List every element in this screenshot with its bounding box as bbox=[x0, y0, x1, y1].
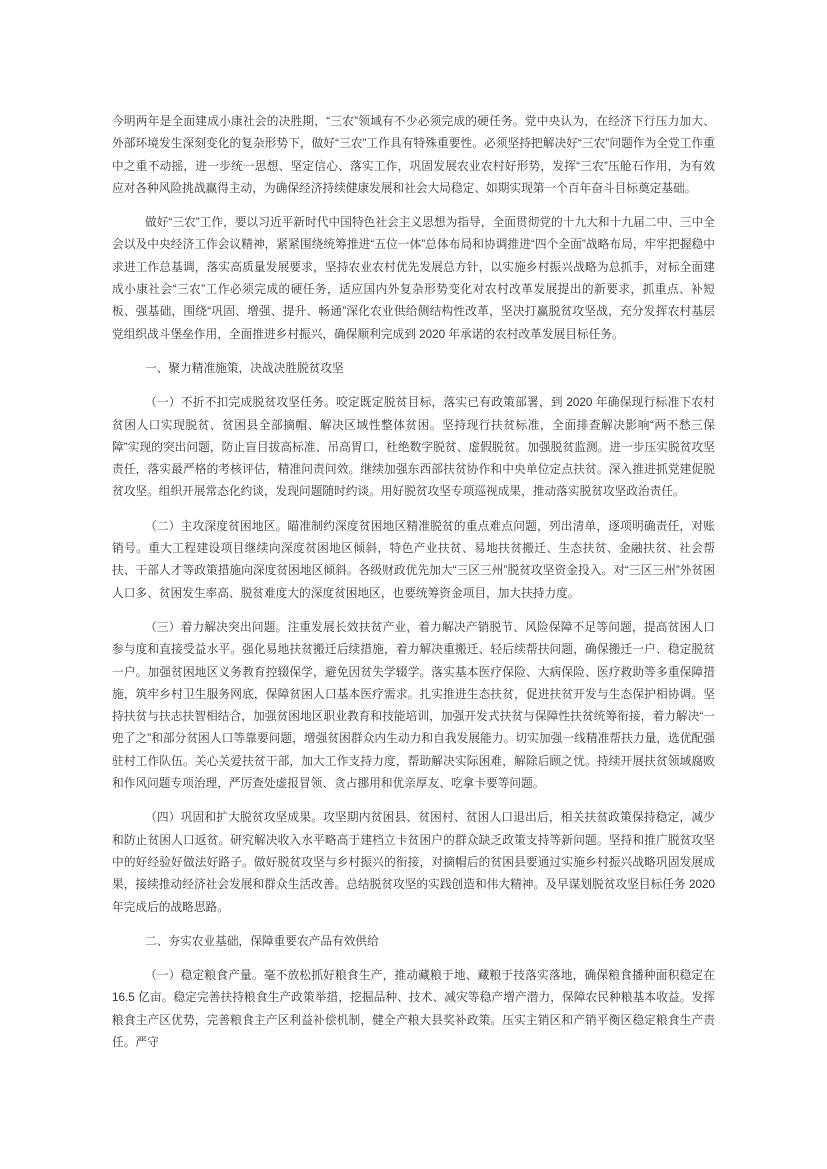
section-heading: 二、夯实农业基础，保障重要农产品有效供给 bbox=[145, 934, 379, 948]
body-paragraph: （四）巩固和扩大脱贫攻坚成果。攻坚期内贫困县、贫困村、贫困人口退出后，相关扶贫政策保持稳定，减少和防止贫困人口返贫。研究解决收入水平略高于建档立卡贫困户的群众缺乏政策支持等新问题。坚持和推广脱贫攻坚中的好经验好做法好路子。做好脱贫攻坚与乡村振兴的衔接，对摘帽后的贫困县要通过实施乡村振兴战略巩固发展成果，接续推动经济社会发展和群众生活改善。总结脱贫攻坚的实践创造和伟大精神。及早谋划脱贫攻坚目标任务 2020 年完成后的战略思路。 bbox=[112, 811, 715, 914]
body-paragraph: （一）不折不扣完成脱贫攻坚任务。咬定既定脱贫目标，落实已有政策部署，到 2020 年确保现行标准下农村贫困人口实现脱贫、贫困县全部摘帽、解决区域性整体贫困。坚持现行扶贫标准，全面排查解决影响“两不愁三保障”实现的突出问题，防止盲目拔高标准、吊高胃口，杜绝数字脱贫、虚假脱贫。加强脱贫监测。进一步压实脱贫攻坚责任，落实最严格的考核评估，精准问责问效。继续加强东西部扶贫协作和中央单位定点扶贫。深入推进抓党建促脱贫攻坚。组织开展常态化约谈，发现问题随时约谈。用好脱贫攻坚专项巡视成果，推动落实脱贫攻坚政治责任。 bbox=[112, 396, 715, 499]
body-paragraph: 今明两年是全面建成小康社会的决胜期，“三农”领域有不少必须完成的硬任务。党中央认为，在经济下行压力加大、外部环境发生深刻变化的复杂形势下，做好“三农”工作具有特殊重要性。必须坚持把解决好“三农”问题作为全党工作重中之重不动摇，进一步统一思想、坚定信心、落实工作，巩固发展农业农村好形势，发挥“三农”压舱石作用，为有效应对各种风险挑战赢得主动，为确保经济持续健康发展和社会大局稳定、如期实现第一个百年奋斗目标奠定基础。 bbox=[112, 115, 715, 195]
body-paragraph: （一）稳定粮食产量。毫不放松抓好粮食生产，推动藏粮于地、藏粮于技落实落地，确保粮食播种面积稳定在 16.5 亿亩。稳定完善扶持粮食生产政策举措，挖掘品种、技术、减灾等稳产增产潜力，保障农民种粮基本收益。发挥粮食主产区优势，完善粮食主产区利益补偿机制，健全产粮大县奖补政策。压实主销区和产销平衡区稳定粮食生产责任。严守 bbox=[112, 969, 715, 1049]
document-content bbox=[112, 111, 715, 1066]
body-paragraph: 做好“三农”工作，要以习近平新时代中国特色社会主义思想为指导，全面贯彻党的十九大和十九届二中、三中全会以及中央经济工作会议精神，紧紧围绕统筹推进“五位一体”总体布局和协调推进“四个全面”战略布局，牢牢把握稳中求进工作总基调，落实高质量发展要求，坚持农业农村优先发展总方针，以实施乡村振兴战略为总抓手，对标全面建成小康社会“三农”工作必须完成的硬任务，适应国内外复杂形势变化对农村改革发展提出的新要求，抓重点、补短板、强基础，围绕“巩固、增强、提升、畅通”深化农业供给侧结构性改革，坚决打赢脱贫攻坚战，充分发挥农村基层党组织战斗堡垒作用，全面推进乡村振兴，确保顺利完成到 2020 年承诺的农村改革发展目标任务。 bbox=[112, 216, 715, 341]
body-paragraph: （二）主攻深度贫困地区。瞄准制约深度贫困地区精准脱贫的重点难点问题，列出清单，逐项明确责任，对账销号。重大工程建设项目继续向深度贫困地区倾斜，特色产业扶贫、易地扶贫搬迁、生态扶贫、金融扶贫、社会帮扶、干部人才等政策措施向深度贫困地区倾斜。各级财政优先加大“三区三州”脱贫攻坚资金投入。对“三区三州”外贫困人口多、贫困发生率高、脱贫难度大的深度贫困地区，也要统筹资金项目，加大扶持力度。 bbox=[112, 519, 715, 600]
body-paragraph: （三）着力解决突出问题。注重发展长效扶贫产业，着力解决产销脱节、风险保障不足等问题，提高贫困人口参与度和直接受益水平。强化易地扶贫搬迁后续措施，着力解决重搬迁、轻后续帮扶问题，确保搬迁一户、稳定脱贫一户。加强贫困地区义务教育控辍保学，避免因贫失学辍学。落实基本医疗保险、大病保险、医疗救助等多重保障措施，筑牢乡村卫生服务网底，保障贫困人口基本医疗需求。扎实推进生态扶贫，促进扶贫开发与生态保护相协调。坚持扶贫与扶志扶智相结合，加强贫困地区职业教育和技能培训，加强开发式扶贫与保障性扶贫统筹衔接，着力解决“一兜了之”和部分贫困人口等靠要问题，增强贫困群众内生动力和自我发展能力。切实加强一线精准帮扶力量，选优配强驻村工作队伍。关心关爱扶贫干部，加大工作支持力度，帮助解决实际困难，解除后顾之忧。持续开展扶贫领域腐败和作风问题专项治理，严厉查处虚报冒领、贪占挪用和优亲厚友、吃拿卡要等问题。 bbox=[112, 620, 715, 791]
section-heading: 一、聚力精准施策，决战决胜脱贫攻坚 bbox=[145, 361, 344, 375]
